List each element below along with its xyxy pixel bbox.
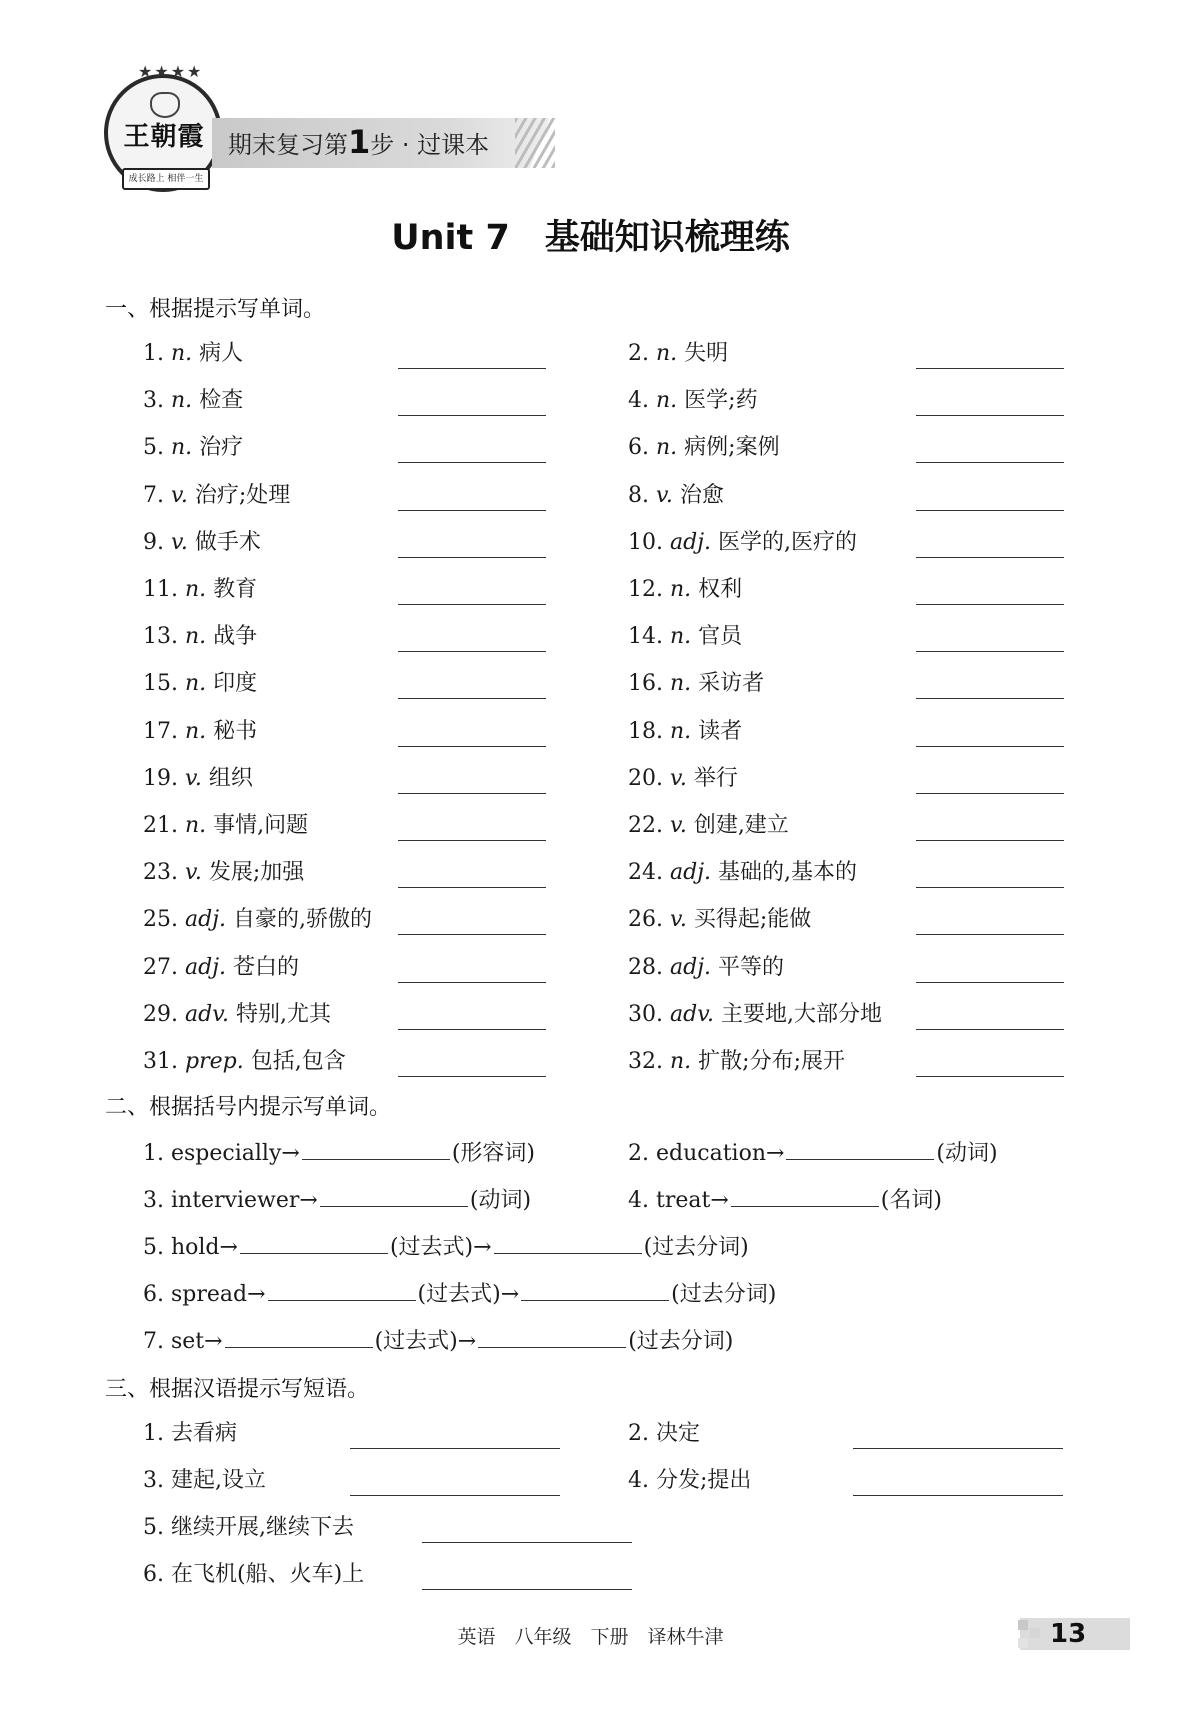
- logo-name: 王朝霞: [123, 122, 205, 152]
- item-number: 10.: [628, 529, 663, 555]
- item-number: 28.: [628, 954, 663, 980]
- word-item: [143, 575, 257, 605]
- hint-label: (过去式)→: [417, 1282, 520, 1307]
- answer-blank[interactable]: [225, 1325, 373, 1348]
- part-of-speech: adj.: [670, 954, 712, 980]
- hint-label: (过去分词): [628, 1329, 734, 1354]
- word-item: [143, 811, 308, 841]
- part-of-speech: n.: [670, 1049, 692, 1074]
- word-item: [628, 339, 728, 369]
- part-of-speech: n.: [185, 718, 207, 744]
- transform-item: [628, 1184, 942, 1216]
- transform-item: [143, 1184, 531, 1216]
- answer-blank[interactable]: [916, 1029, 1064, 1030]
- transform-word: 4. treat→: [628, 1188, 729, 1213]
- item-number: 9.: [143, 529, 164, 555]
- word-item: [143, 622, 257, 652]
- hint-label: (过去式)→: [374, 1329, 477, 1354]
- item-meaning: 采访者: [698, 671, 765, 697]
- item-number: 12.: [628, 577, 663, 602]
- phrase-item: 2. 决定: [628, 1421, 700, 1446]
- page-number: 13: [1050, 1619, 1087, 1649]
- hint-label: (形容词): [451, 1141, 535, 1166]
- answer-blank[interactable]: [916, 368, 1064, 369]
- answer-blank[interactable]: [916, 793, 1064, 794]
- word-item: [143, 528, 261, 558]
- part-of-speech: n.: [670, 577, 692, 602]
- item-number: 26.: [628, 907, 663, 933]
- item-number: 29.: [143, 1001, 178, 1027]
- item-meaning: 教育: [213, 577, 258, 602]
- answer-blank[interactable]: [398, 793, 546, 794]
- item-meaning: 秘书: [213, 718, 258, 744]
- word-item: [143, 339, 243, 369]
- word-item: [628, 953, 784, 983]
- answer-blank[interactable]: [398, 746, 546, 747]
- item-number: 15.: [143, 671, 178, 697]
- part-of-speech: n.: [670, 624, 692, 650]
- word-item: [628, 575, 742, 605]
- answer-blank[interactable]: [494, 1231, 642, 1254]
- answer-blank[interactable]: [916, 934, 1064, 935]
- item-number: 23.: [143, 860, 178, 886]
- part-of-speech: v.: [185, 860, 202, 886]
- item-meaning: 检查: [199, 388, 244, 414]
- item-meaning: 自豪的,骄傲的: [233, 907, 373, 933]
- item-meaning: 失明: [684, 341, 729, 366]
- word-item: [628, 717, 742, 747]
- word-item: [143, 858, 304, 888]
- banner-step-number: 1: [348, 123, 371, 161]
- word-item: [143, 953, 299, 983]
- answer-blank[interactable]: [320, 1184, 468, 1207]
- word-item: [628, 858, 857, 888]
- word-item: [143, 481, 290, 511]
- word-item: [143, 764, 253, 794]
- answer-blank[interactable]: [398, 1029, 546, 1030]
- answer-blank[interactable]: [916, 887, 1064, 888]
- part-of-speech: prep.: [185, 1049, 244, 1074]
- answer-blank[interactable]: [916, 651, 1064, 652]
- answer-blank[interactable]: [350, 1448, 560, 1449]
- answer-blank[interactable]: [268, 1278, 416, 1301]
- phrase-item: 3. 建起,设立: [143, 1468, 266, 1493]
- answer-blank[interactable]: [853, 1495, 1063, 1496]
- answer-blank[interactable]: [398, 604, 546, 605]
- answer-blank[interactable]: [916, 557, 1064, 558]
- word-item: [143, 386, 243, 416]
- hint-label: (名词): [880, 1188, 942, 1213]
- word-item: [628, 433, 780, 463]
- item-number: 4.: [628, 388, 649, 414]
- item-meaning: 病例;案例: [684, 435, 780, 461]
- word-item: [143, 433, 243, 463]
- item-number: 1.: [143, 341, 164, 366]
- item-meaning: 组织: [208, 765, 253, 791]
- logo: [104, 62, 222, 192]
- answer-blank[interactable]: [422, 1542, 632, 1543]
- part-of-speech: n.: [656, 388, 678, 414]
- part-of-speech: v.: [171, 482, 188, 508]
- word-item: [628, 622, 742, 652]
- part-of-speech: n.: [171, 435, 193, 461]
- item-meaning: 治愈: [679, 482, 724, 508]
- part-of-speech: v.: [670, 813, 687, 838]
- item-meaning: 主要地,大部分地: [721, 1001, 883, 1027]
- item-number: 5.: [143, 435, 164, 461]
- word-item: [628, 528, 857, 558]
- part-of-speech: n.: [656, 435, 678, 461]
- answer-blank[interactable]: [731, 1184, 879, 1207]
- section2-heading: 二、根据括号内提示写单词。: [105, 1095, 392, 1120]
- stars-icon: ★★★★: [138, 62, 204, 81]
- phrase-item: 5. 继续开展,继续下去: [143, 1515, 354, 1540]
- answer-blank[interactable]: [916, 840, 1064, 841]
- phrase-item: 4. 分发;提出: [628, 1468, 752, 1493]
- deco-square: [1018, 1638, 1028, 1648]
- part-of-speech: n.: [670, 718, 692, 744]
- answer-blank[interactable]: [916, 982, 1064, 983]
- item-number: 30.: [628, 1001, 663, 1027]
- item-meaning: 官员: [698, 624, 743, 650]
- word-item: [628, 905, 811, 935]
- item-meaning: 举行: [693, 765, 738, 791]
- phrase-item: 1. 去看病: [143, 1421, 237, 1446]
- word-item: [628, 1000, 882, 1030]
- answer-blank[interactable]: [916, 746, 1064, 747]
- transform-word: 7. set→: [143, 1329, 223, 1354]
- item-number: 19.: [143, 765, 178, 791]
- deco-square: [1018, 1620, 1028, 1630]
- part-of-speech: n.: [670, 671, 692, 697]
- item-meaning: 平等的: [718, 954, 785, 980]
- part-of-speech: n.: [185, 671, 207, 697]
- part-of-speech: adv.: [185, 1001, 230, 1027]
- transform-word: 6. spread→: [143, 1282, 266, 1307]
- word-item: [143, 717, 257, 747]
- item-meaning: 读者: [698, 718, 743, 744]
- word-item: [628, 669, 764, 699]
- answer-blank[interactable]: [916, 604, 1064, 605]
- answer-blank[interactable]: [398, 1076, 546, 1077]
- item-number: 2.: [628, 341, 649, 366]
- answer-blank[interactable]: [916, 1076, 1064, 1077]
- phrase-item: 6. 在飞机(船、火车)上: [143, 1562, 365, 1587]
- answer-blank[interactable]: [398, 368, 546, 369]
- part-of-speech: adj.: [670, 860, 712, 886]
- item-number: 25.: [143, 907, 178, 933]
- item-meaning: 创建,建立: [693, 813, 789, 838]
- item-meaning: 特别,尤其: [236, 1001, 332, 1027]
- word-item: [628, 481, 724, 511]
- word-item: [628, 1047, 845, 1077]
- footer-text: 英语 八年级 下册 译林牛津: [457, 1626, 724, 1648]
- answer-blank[interactable]: [398, 557, 546, 558]
- item-meaning: 包括,包含: [250, 1049, 346, 1074]
- banner-suffix: 步 · 过课本: [370, 131, 490, 159]
- answer-blank[interactable]: [302, 1137, 450, 1160]
- item-meaning: 治疗;处理: [194, 482, 291, 508]
- word-item: [143, 1000, 331, 1030]
- part-of-speech: n.: [171, 388, 193, 414]
- item-number: 22.: [628, 813, 663, 838]
- banner-stripes: [515, 118, 555, 168]
- item-number: 17.: [143, 718, 178, 744]
- part-of-speech: adj.: [670, 529, 712, 555]
- item-number: 14.: [628, 624, 663, 650]
- transform-item: [143, 1231, 749, 1263]
- part-of-speech: v.: [656, 482, 673, 508]
- word-item: [628, 811, 789, 841]
- answer-blank[interactable]: [350, 1495, 560, 1496]
- part-of-speech: v.: [670, 907, 687, 933]
- item-meaning: 病人: [199, 341, 244, 366]
- item-meaning: 治疗: [199, 435, 244, 461]
- item-number: 11.: [143, 577, 178, 602]
- item-meaning: 事情,问题: [213, 813, 309, 838]
- word-item: [628, 764, 738, 794]
- item-number: 20.: [628, 765, 663, 791]
- logo-slogan: 成长路上 相伴一生: [122, 168, 210, 190]
- banner-prefix: 期末复习第: [228, 131, 348, 159]
- item-meaning: 发展;加强: [208, 860, 305, 886]
- part-of-speech: v.: [185, 765, 202, 791]
- item-meaning: 医学的,医疗的: [718, 529, 858, 555]
- answer-blank[interactable]: [398, 982, 546, 983]
- item-meaning: 权利: [698, 577, 743, 602]
- item-meaning: 印度: [213, 671, 258, 697]
- answer-blank[interactable]: [240, 1231, 388, 1254]
- item-meaning: 战争: [213, 624, 258, 650]
- transform-word: 5. hold→: [143, 1235, 238, 1260]
- part-of-speech: n.: [656, 341, 678, 366]
- deco-square: [1030, 1628, 1040, 1638]
- answer-blank[interactable]: [398, 840, 546, 841]
- word-item: [143, 1047, 346, 1077]
- answer-blank[interactable]: [916, 510, 1064, 511]
- item-number: 7.: [143, 482, 164, 508]
- hint-label: (过去式)→: [389, 1235, 492, 1260]
- section1-heading: 一、根据提示写单词。: [105, 297, 326, 322]
- item-number: 16.: [628, 671, 663, 697]
- answer-blank[interactable]: [916, 698, 1064, 699]
- item-number: 6.: [628, 435, 649, 461]
- item-meaning: 做手术: [194, 529, 261, 555]
- part-of-speech: n.: [185, 624, 207, 650]
- item-meaning: 苍白的: [233, 954, 300, 980]
- transform-word: 1. especially→: [143, 1141, 300, 1166]
- item-number: 18.: [628, 718, 663, 744]
- answer-blank[interactable]: [422, 1589, 632, 1590]
- part-of-speech: n.: [185, 813, 207, 838]
- item-number: 27.: [143, 954, 178, 980]
- answer-blank[interactable]: [853, 1448, 1063, 1449]
- answer-blank[interactable]: [786, 1137, 934, 1160]
- section3-heading: 三、根据汉语提示写短语。: [105, 1377, 370, 1402]
- item-number: 8.: [628, 482, 649, 508]
- answer-blank[interactable]: [398, 651, 546, 652]
- answer-blank[interactable]: [398, 510, 546, 511]
- transform-item: [143, 1278, 776, 1310]
- part-of-speech: v.: [670, 765, 687, 791]
- hint-label: (过去分词): [643, 1235, 749, 1260]
- answer-blank[interactable]: [916, 415, 1064, 416]
- item-number: 32.: [628, 1049, 663, 1074]
- answer-blank[interactable]: [398, 887, 546, 888]
- answer-blank[interactable]: [398, 698, 546, 699]
- word-item: [628, 386, 758, 416]
- item-meaning: 医学;药: [684, 388, 758, 414]
- item-number: 21.: [143, 813, 178, 838]
- hint-label: (动词): [469, 1188, 532, 1213]
- item-number: 31.: [143, 1049, 178, 1074]
- word-item: [143, 905, 372, 935]
- part-of-speech: adj.: [185, 907, 227, 933]
- part-of-speech: n.: [171, 341, 193, 366]
- answer-blank[interactable]: [916, 462, 1064, 463]
- answer-blank[interactable]: [398, 462, 546, 463]
- banner-text: [228, 124, 489, 163]
- item-meaning: 扩散;分布;展开: [698, 1049, 845, 1074]
- hint-label: (过去分词): [671, 1282, 777, 1307]
- item-number: 24.: [628, 860, 663, 886]
- word-item: [143, 669, 257, 699]
- transform-item: [628, 1137, 998, 1169]
- answer-blank[interactable]: [398, 415, 546, 416]
- transform-word: 2. education→: [628, 1141, 785, 1166]
- item-number: 3.: [143, 388, 164, 414]
- page-title: Unit 7 基础知识梳理练: [391, 218, 790, 258]
- answer-blank[interactable]: [398, 934, 546, 935]
- item-number: 13.: [143, 624, 178, 650]
- part-of-speech: n.: [185, 577, 207, 602]
- emblem-icon: [150, 92, 180, 118]
- answer-blank[interactable]: [521, 1278, 669, 1301]
- hint-label: (动词): [936, 1141, 998, 1166]
- answer-blank[interactable]: [478, 1325, 626, 1348]
- item-meaning: 基础的,基本的: [718, 860, 858, 886]
- transform-item: [143, 1137, 535, 1169]
- part-of-speech: adj.: [185, 954, 227, 980]
- item-meaning: 买得起;能做: [693, 907, 812, 933]
- part-of-speech: adv.: [670, 1001, 715, 1027]
- part-of-speech: v.: [171, 529, 188, 555]
- transform-item: [143, 1325, 733, 1357]
- transform-word: 3. interviewer→: [143, 1188, 318, 1213]
